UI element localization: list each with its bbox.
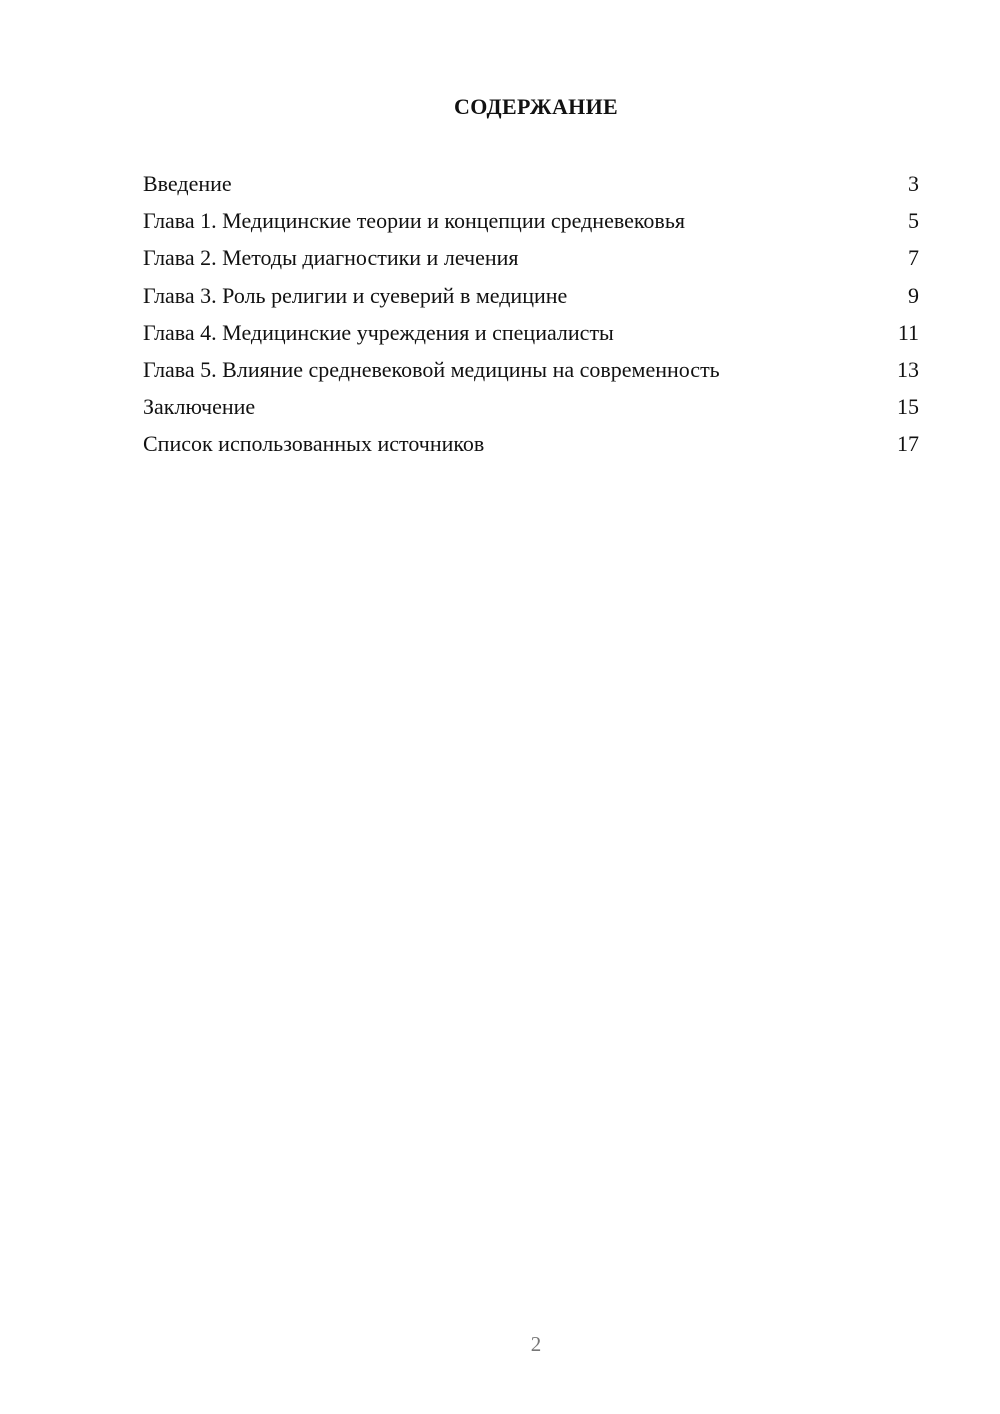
toc-entry-references xyxy=(143,428,919,465)
toc-entry-label: Заключение xyxy=(143,394,256,420)
toc-entry-label: Глава 5. Влияние средневековой медицины на современность xyxy=(143,356,720,382)
toc-entry-page: 15 xyxy=(897,394,919,420)
toc-entry-label: Глава 4. Медицинские учреждения и специалисты xyxy=(143,319,614,345)
toc-entry-label: Введение xyxy=(143,171,232,196)
toc-entry-introduction xyxy=(143,168,919,205)
toc-entry-conclusion xyxy=(143,391,919,428)
toc-entry-page: 13 xyxy=(897,356,919,382)
toc-entry-chapter-5 xyxy=(143,354,919,391)
toc-entry-label: Список использованных источников xyxy=(143,431,485,457)
page-title: СОДЕРЖАНИЕ xyxy=(454,94,618,119)
toc-entry-chapter-1 xyxy=(143,205,919,242)
toc-entry-page: 3 xyxy=(908,171,919,196)
toc-entry-page: 5 xyxy=(908,208,919,234)
page-number: 2 xyxy=(530,1332,542,1356)
toc-entry-page: 11 xyxy=(897,319,919,345)
toc-entry-chapter-4 xyxy=(143,317,919,354)
toc-entry-page: 7 xyxy=(908,245,919,271)
table-of-contents xyxy=(143,168,919,466)
toc-entry-label: Глава 1. Медицинские теории и концепции средневековья xyxy=(143,208,685,234)
toc-entry-page: 17 xyxy=(897,431,919,457)
toc-entry-label: Глава 3. Роль религии и суеверий в медицине xyxy=(143,282,568,308)
toc-entry-label: Глава 2. Методы диагностики и лечения xyxy=(143,245,519,271)
toc-entry-chapter-2 xyxy=(143,242,919,279)
toc-entry-chapter-3 xyxy=(143,280,919,317)
toc-entry-page: 9 xyxy=(908,282,919,308)
